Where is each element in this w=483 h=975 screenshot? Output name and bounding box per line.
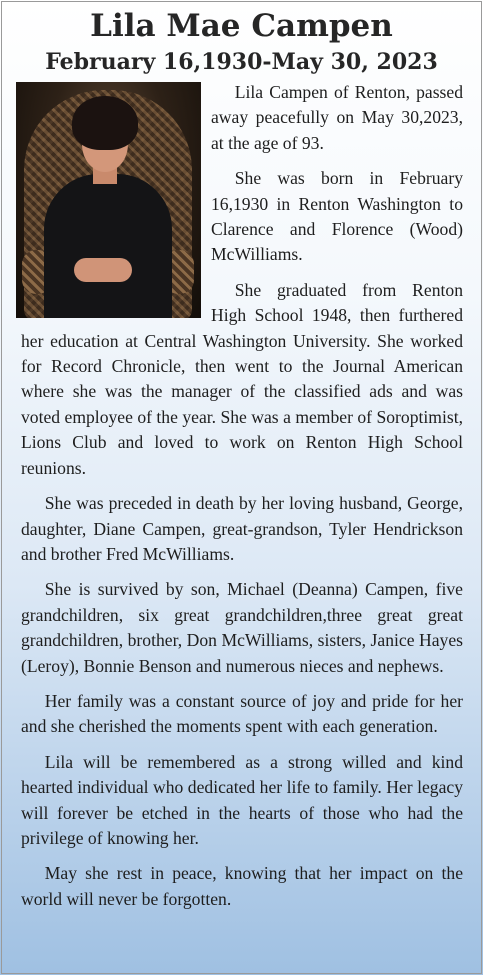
obituary-name: Lila Mae Campen — [90, 8, 393, 44]
portrait-photo — [16, 82, 201, 318]
obituary-paragraph: Lila Campen of Renton, passed away peacefully on May 30,2023, at the age of 93. — [211, 82, 463, 153]
obituary-paragraph: Her family was a constant source of joy and pride for her and she cherished the moments spent with each generation. — [21, 690, 463, 737]
portrait-torso — [44, 174, 172, 318]
obituary-dates: February 16,1930-May 30, 2023 — [45, 49, 438, 75]
obituary-paragraph: She was preceded in death by her loving husband, George, daughter, Diane Campen, great-grandson, Tyler Hendrickson and brother Fred McWilliams. — [21, 493, 463, 564]
obituary-paragraph: She graduated from Renton High School 1948, then furthered her education at Central Washington University. She worked for Record Chronicle, then went to the Journal American where she was the manager of the classified ads and was voted employee of the year. She was a member of Soroptimist, Lions Club and loved to work on Renton High School reunions. — [21, 279, 463, 478]
obituary-paragraph: May she rest in peace, knowing that her impact on the world will never be forgotten. — [21, 863, 463, 909]
portrait-hands — [74, 258, 132, 282]
obituary-paragraph: Lila will be remembered as a strong willed and kind hearted individual who dedicated her life to family. Her legacy will forever be etched in the hearts of those who had the privilege of knowing her. — [21, 751, 463, 848]
obituary-paragraph: She is survived by son, Michael (Deanna) Campen, five grandchildren, six great grandchildren,three great great grandchildren, brother, Don McWilliams, sisters, Janice Hayes (Leroy), Bonnie Benson and numerous nieces and nephews. — [21, 579, 463, 676]
obituary-body — [21, 80, 463, 922]
portrait-hair — [72, 96, 138, 150]
obituary-paragraph: She was born in February 16,1930 in Renton Washington to Clarence and Florence (Wood) McWilliams. — [211, 168, 463, 265]
